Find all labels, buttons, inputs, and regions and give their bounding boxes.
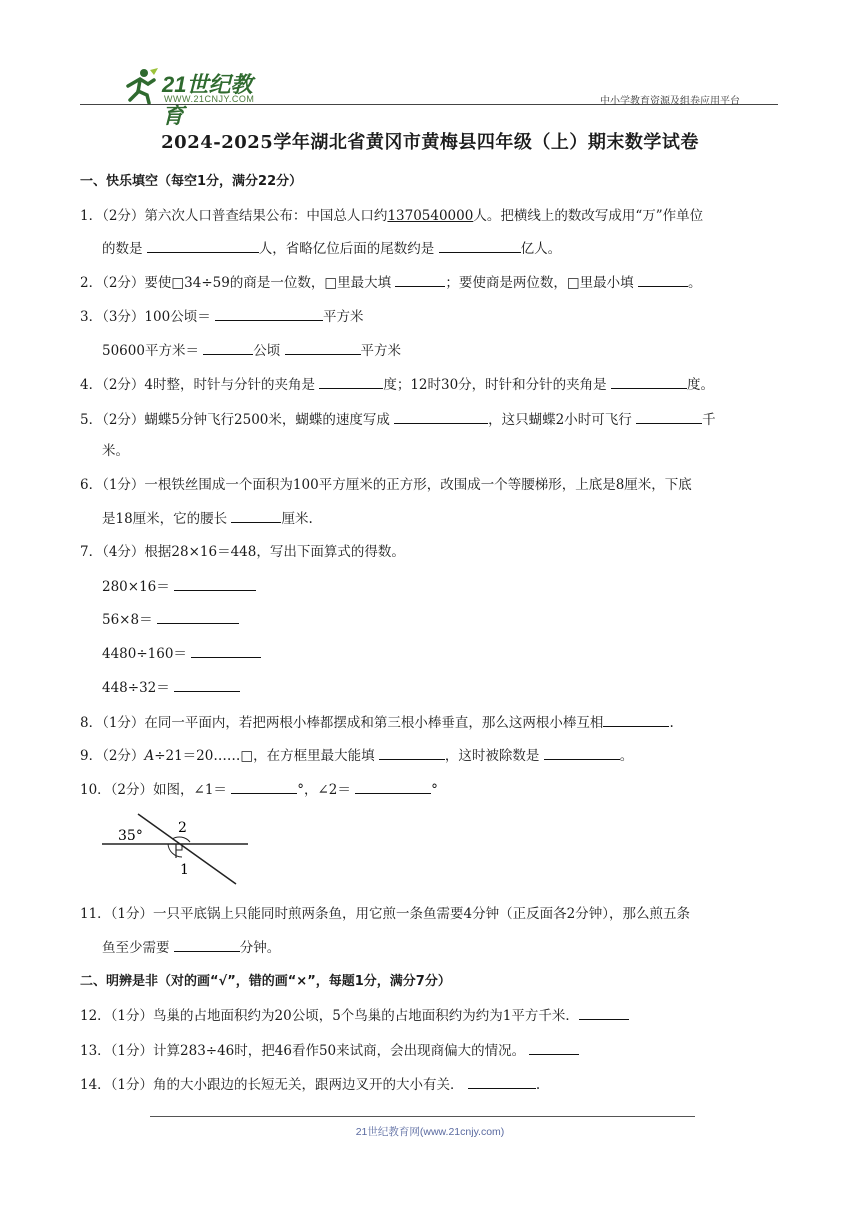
question-6-cont: 是18厘米，它的腰长 厘米. [102,508,313,529]
platform-label: 中小学教育资源及组卷应用平台 [600,96,740,107]
answer-blank[interactable] [544,745,620,760]
runner-logo-icon [120,66,160,106]
footer-divider [150,1116,695,1117]
question-4: 4．（2分）4时整，时针与分针的夹角是 度；12时30分，时针和分针的夹角是 度。 [80,374,714,395]
answer-blank[interactable] [319,374,383,389]
answer-blank[interactable] [638,272,688,287]
answer-blank[interactable] [395,272,445,287]
question-5-cont: 米。 [102,443,129,459]
angle-label-2: 2 [178,820,187,836]
answer-blank[interactable] [394,409,488,424]
question-7-item: 56×8＝ [102,609,239,630]
page-header [80,62,780,128]
underlined-number: 1370540000 [387,208,474,224]
answer-blank[interactable] [157,609,239,624]
question-11-cont: 鱼至少需要 分钟。 [102,937,280,958]
question-2: 2．（2分）要使□34÷59的商是一位数，□里最大填 ；要使商是两位数，□里最小填 。 [80,272,701,293]
page-title: 2024-2025学年湖北省黄冈市黄梅县四年级（上）期末数学试卷 [161,132,699,153]
question-9: 9．（2分）A÷21＝20……□，在方框里最大能填 ，这时被除数是 。 [80,745,633,766]
page-footer: 21世纪教育网(www.21cnjy.com) [355,1126,505,1138]
answer-blank[interactable] [231,508,281,523]
angle-figure [98,812,278,892]
question-11: 11．（1分）一只平底锅上只能同时煎两条鱼，用它煎一条鱼需要4分钟（正反面各2分钟），那么煎五条 [80,906,690,922]
section-2-heading: 二、明辨是非（对的画“√”，错的画“×”，每题1分，满分7分） [80,974,451,989]
question-7-item: 4480÷160＝ [102,643,261,664]
question-6: 6．（1分）一根铁丝围成一个面积为100平方厘米的正方形，改围成一个等腰梯形，上底是8厘米，下底 [80,477,692,493]
angle-label-1: 1 [180,862,189,878]
question-14: 14．（1分）角的大小跟边的长短无关，跟两边叉开的大小有关． . [80,1074,540,1095]
answer-blank[interactable] [147,238,259,253]
logo-url: WWW.21CNJY.COM [164,94,255,104]
answer-blank[interactable] [439,238,521,253]
angle-label-35: 35° [118,828,143,844]
header-divider [80,104,778,105]
question-1-cont: 的数是 人，省略亿位后面的尾数约是 亿人。 [102,238,561,259]
answer-blank[interactable] [603,712,669,727]
question-12: 12．（1分）鸟巢的占地面积约为20公顷，5个鸟巢的占地面积约为约为1平方千米． [80,1005,629,1026]
question-7-item: 448÷32＝ [102,677,240,698]
question-3-cont: 50600平方米＝ 公顷 平方米 [102,340,401,361]
answer-blank[interactable] [215,306,323,321]
question-7: 7．（4分）根据28×16＝448，写出下面算式的得数。 [80,544,405,560]
question-8: 8．（1分）在同一平面内，若把两根小棒都摆成和第三根小棒垂直，那么这两根小棒互相 . [80,712,674,733]
answer-blank[interactable] [203,340,253,355]
answer-blank[interactable] [636,409,702,424]
question-10: 10．（2分）如图，∠1＝ °，∠2＝ ° [80,779,438,800]
answer-blank[interactable] [285,340,361,355]
answer-blank[interactable] [468,1074,536,1089]
question-13: 13．（1分）计算283÷46时，把46看作50来试商，会出现商偏大的情况。 [80,1040,579,1061]
answer-blank[interactable] [191,643,261,658]
question-5: 5．（2分）蝴蝶5分钟飞行2500米，蝴蝶的速度写成 ，这只蝴蝶2小时可飞行 千 [80,409,716,430]
answer-blank[interactable] [579,1005,629,1020]
answer-blank[interactable] [355,779,431,794]
answer-blank[interactable] [174,937,240,952]
question-7-item: 280×16＝ [102,576,256,597]
logo-text: 21世纪教育 [162,72,253,128]
logo [120,66,270,128]
question-3: 3．（3分）100公顷＝ 平方米 [80,306,364,327]
answer-blank[interactable] [231,779,297,794]
answer-blank[interactable] [174,677,240,692]
answer-blank[interactable] [529,1040,579,1055]
answer-blank[interactable] [174,576,256,591]
question-1: 1．（2分）第六次人口普查结果公布：中国总人口约1370540000人。把横线上的数改写成用“万”作单位 [80,208,704,224]
answer-blank[interactable] [379,745,445,760]
section-1-heading: 一、快乐填空（每空1分，满分22分） [80,174,303,189]
answer-blank[interactable] [611,374,687,389]
